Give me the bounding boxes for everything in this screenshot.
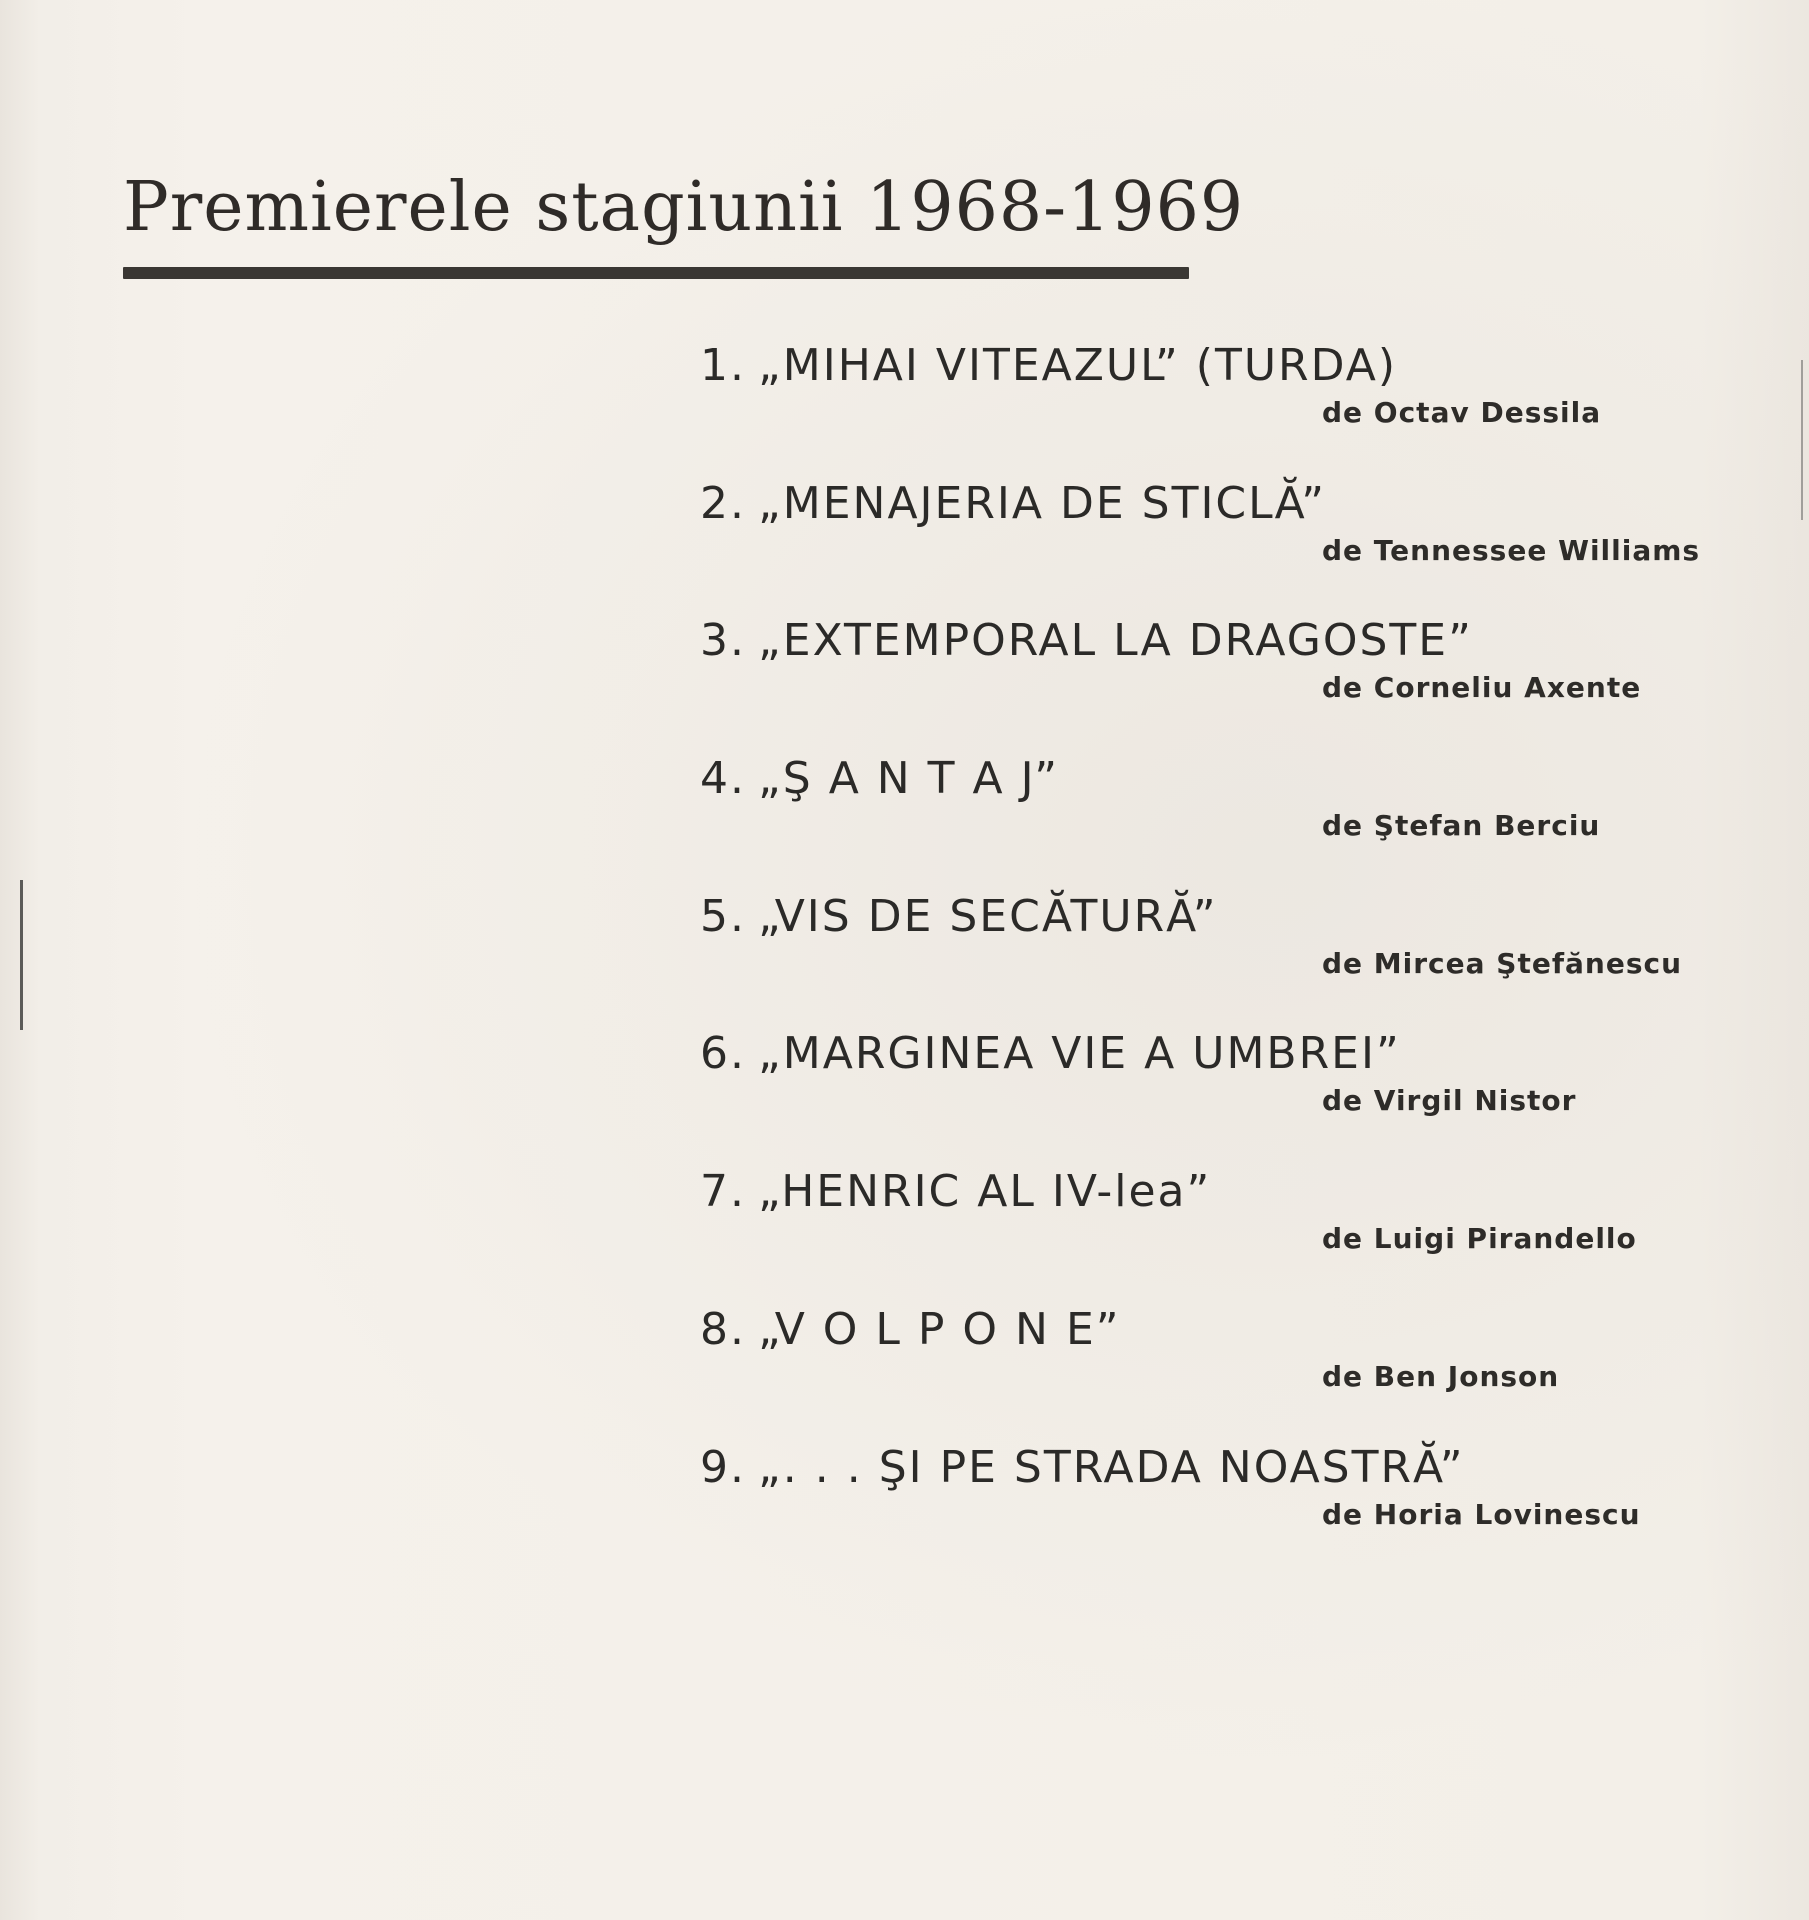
list-item (700, 1300, 1700, 1438)
play-title-line (700, 336, 1700, 396)
item-number: 9. (700, 1441, 746, 1493)
play-title: „EXTEMPORAL LA DRAGOSTE” (757, 615, 1473, 667)
list-item (700, 887, 1700, 1025)
list-item (700, 1438, 1700, 1576)
play-title-line (700, 1024, 1700, 1084)
play-title: „MARGINEA VIE A UMBREI” (757, 1028, 1401, 1080)
play-title: „VIS DE SECĂTURĂ” (757, 890, 1218, 942)
premieres-list (700, 336, 1700, 1575)
page-fold-mark (0, 880, 23, 1030)
page-edge-mark (1801, 360, 1809, 520)
item-number: 7. (700, 1166, 746, 1218)
play-title: „MENAJERIA DE STICLĂ” (757, 477, 1327, 529)
play-title: „Ş A N T A J” (757, 753, 1060, 805)
play-author: de Tennessee Williams (1322, 533, 1701, 567)
page-title: Premierele stagiunii 1968-1969 (123, 168, 1245, 247)
title-underline (123, 267, 1189, 279)
play-author: de Virgil Nistor (1322, 1084, 1577, 1118)
list-item (700, 1162, 1700, 1300)
play-author: de Octav Dessila (1322, 396, 1602, 429)
play-title: „HENRIC AL IV-lea” (757, 1166, 1212, 1218)
play-author: de Ben Jonson (1322, 1359, 1560, 1393)
play-title-line (700, 1300, 1700, 1360)
play-title: „. . . ŞI PE STRADA NOASTRĂ” (757, 1441, 1465, 1493)
play-author: de Ştefan Berciu (1322, 809, 1601, 843)
list-item (700, 474, 1700, 612)
play-title-line (700, 611, 1700, 671)
play-author: de Horia Lovinescu (1322, 1497, 1641, 1531)
play-author: de Luigi Pirandello (1322, 1222, 1637, 1256)
item-number: 6. (700, 1028, 746, 1080)
item-number: 8. (700, 1303, 746, 1355)
list-item (700, 749, 1700, 887)
play-author: de Corneliu Axente (1322, 671, 1642, 705)
play-title-line (700, 1438, 1700, 1498)
play-title-line (700, 749, 1700, 809)
play-title-line (700, 887, 1700, 947)
list-item (700, 336, 1700, 474)
item-number: 1. (700, 340, 746, 391)
play-title-line (700, 474, 1700, 534)
item-number: 3. (700, 615, 746, 667)
item-number: 2. (700, 477, 746, 529)
play-author: de Mircea Ştefănescu (1322, 946, 1683, 980)
play-title-line (700, 1162, 1700, 1222)
play-title: „V O L P O N E” (757, 1303, 1121, 1355)
list-item (700, 611, 1700, 749)
item-number: 5. (700, 890, 746, 942)
play-title: „MIHAI VITEAZUL” (TURDA) (757, 340, 1397, 391)
item-number: 4. (700, 753, 746, 805)
list-item (700, 1024, 1700, 1162)
